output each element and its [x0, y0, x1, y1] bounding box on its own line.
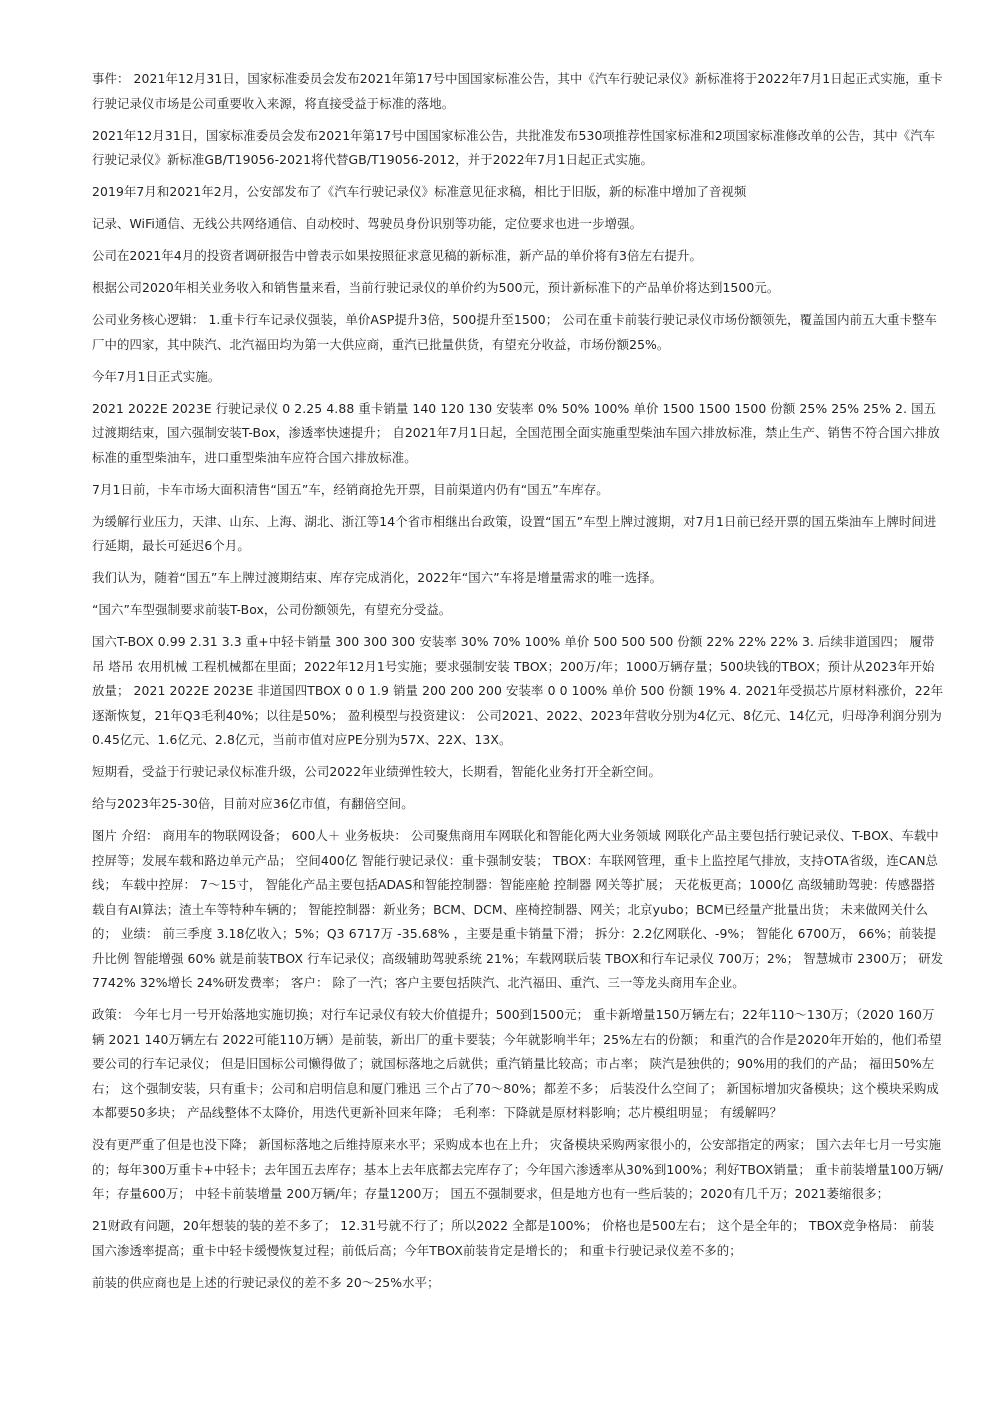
paragraph-guoliu-demand: 我们认为，随着“国五”车上牌过渡期结束、库存完成消化，2022年“国六”车将是增量需求的唯一选择。: [92, 570, 663, 585]
paragraph-implementation-date: 今年7月1日正式实施。: [92, 368, 221, 384]
paragraph-draft-release: 2019年7月和2021年2月，公安部发布了《汽车行驶记录仪》标准意见征求稿，相比于旧版，新的标准中增加了音视频: [92, 184, 747, 199]
paragraph-market-status: 没有更严重了但是也没下降； 新国标落地之后维持原来水平；采购成本也在上升； 灾备模块采购两家很小的，公安部指定的两家； 国六去年七月一号实施的；每年300万重卡+中轻卡；去年国五去库存；基本上去年底都去完库存了；今年国六渗透率从30%到100%；利好TBOX销量； 重卡前装增量100万辆/年；存量600万； 中轻卡前装增量 200万辆/年；存量1200万； 国五不强制要求，但是地方也有一些后装的；2020有几千万；2021萎缩很多；: [92, 1137, 944, 1201]
paragraph-suppliers: 前装的供应商也是上述的行驶记录仪的差不多 20～25%水平；: [92, 1274, 440, 1290]
paragraph-event: 事件： 2021年12月31日，国家标准委员会发布2021年第17号中国国家标准公告，其中《汽车行驶记录仪》新标准将于2022年7月1日起正式实施，重卡行驶记录仪市场是公司重要收入来源，将直接受益于标准的落地。: [92, 71, 943, 111]
paragraph-tbox-requirement: “国六”车型强制要求前装T-Box，公司份额领先，有望充分受益。: [92, 602, 452, 617]
paragraph-tbox-forecast: 国六T-BOX 0.99 2.31 3.3 重+中轻卡销量 300 300 300 安装率 30% 70% 100% 单价 500 500 500 份额 22% 22% 22% 3. 后续非道国四； 履带吊 塔吊 农用机械 工程机械都在里面；2022年12月1号实施；要求强制安装 TBOX；200万/年；1000万辆存量；500块钱的TBOX；预计从2023年开始放量； 2021 2022E 2023E 非道国四TBOX 0 0 1.9 销量 200 200 200 安装率 0 0 100% 单价 500 份额 19% 4. 2021年受损芯片原材料涨价，22年逐渐恢复，21年Q3毛利40%；以往是50%； 盈利模型与投资建议： 公司2021、2022、2023年营收分别为4亿元、8亿元、14亿元，归母净利润分别为0.45亿元、1.6亿元、2.8亿元，当前市值对应PE分别为57X、22X、13X。: [92, 634, 944, 747]
paragraph-tbox-competition: 21财政有问题，20年想装的装的差不多了； 12.31号就不行了；所以2022 全都是100%； 价格也是500左右； 这个是全年的； TBOX竞争格局： 前装国六渗透率提高；重卡中轻卡缓慢恢复过程；前低后高；今年TBOX前装肯定是增长的； 和重卡行驶记录仪差不多的；: [92, 1218, 935, 1258]
paragraph-recorder-forecast: 2021 2022E 2023E 行驶记录仪 0 2.25 4.88 重卡销量 140 120 130 安装率 0% 50% 100% 单价 1500 1500 1500 份额 25% 25% 25% 2. 国五过渡期结束，国六强制安装T-Box，渗透率快速提升； 自2021年7月1日起，全国范围全面实施重型柴油车国六排放标准，禁止生产、销售不符合国六排放标准的重型柴油车，进口重型柴油车应符合国六排放标准。: [92, 400, 940, 465]
paragraph-short-long-term: 短期看，受益于行驶记录仪标准升级，公司2022年业绩弹性较大，长期看，智能化业务打开全新空间。: [92, 764, 662, 779]
paragraph-new-functions: 记录、WiFi通信、无线公共网络通信、自动校时、驾驶员身份识别等功能，定位要求也进一步增强。: [92, 216, 643, 231]
paragraph-policy: 政策： 今年七月一号开始落地实施切换；对行车记录仪有较大价值提升；500到1500元； 重卡新增量150万辆左右；22年110～130万；（2020 160万辆 2021 140万辆左右 2022可能110万辆）是前装，新出厂的重卡要装；今年就影响半年；25%左右的份额； 和重汽的合作是2020年开始的，他们希望要公司的行车记录仪； 但是旧国标公司懒得做了；就国标落地之后就供；重汽销量比较高；市占率； 陕汽是独供的；90%用的我们的产品； 福田50%左右； 这个强制安装，只有重卡；公司和启明信息和厦门雅迅 三个占了70～80%；都差不多； 后装没什么空间了； 新国标增加灾备模块；这个模块采购成本都要50多块； 产品线整体不太降价，用迭代更新补回来年降； 毛利率：下降就是原材料影响；芯片模组明显； 有缓解吗？: [92, 1007, 942, 1120]
paragraph-price-increase: 公司在2021年4月的投资者调研报告中曾表示如果按照征求意见稿的新标准，新产品的单价将有3倍左右提升。: [92, 248, 702, 263]
paragraph-standard-announcement: 2021年12月31日，国家标准委员会发布2021年第17号中国国家标准公告，共批准发布530项推荐性国家标准和2项国家标准修改单的公告，其中《汽车行驶记录仪》新标准GB/T19056-2021将代替GB/T19056-2012，并于2022年7月1日起正式实施。: [92, 127, 936, 167]
paragraph-unit-price: 根据公司2020年相关业务收入和销售量来看，当前行驶记录仪的单价约为500元，预计新标准下的产品单价将达到1500元。: [92, 280, 780, 295]
paragraph-guowu-clearance: 7月1日前，卡车市场大面积清售“国五”车，经销商抢先开票，目前渠道内仍有“国五”车库存。: [92, 481, 609, 497]
paragraph-core-logic: 公司业务核心逻辑： 1.重卡行车记录仪强装，单价ASP提升3倍，500提升至1500； 公司在重卡前装行驶记录仪市场份额领先，覆盖国内前五大重卡整车厂中的四家，其中陕汽、北汽福田均为第一大供应商，重汽已批量供货，有望充分收益，市场份额25%。: [92, 312, 938, 352]
paragraph-valuation: 给与2023年25-30倍，目前对应36亿市值，有翻倍空间。: [92, 796, 414, 811]
paragraph-transition-policy: 为缓解行业压力，天津、山东、上海、湖北、浙江等14个省市相继出台政策，设置“国五”车型上牌过渡期，对7月1日前已经开票的国五柴油车上牌时间进行延期，最长可延迟6个月。: [92, 513, 937, 553]
document-body: [92, 67, 946, 1303]
paragraph-company-intro: 图片 介绍： 商用车的物联网设备； 600人＋ 业务板块： 公司聚焦商用车网联化和智能化两大业务领域 网联化产品主要包括行驶记录仪、T-BOX、车载中控屏等；发展车载和路边单元产品； 空间400亿 智能行驶记录仪：重卡强制安装； TBOX：车联网管理，重卡上监控尾气排放，支持OTA省级，连CAN总线； 车载中控屏： 7～15寸， 智能化产品主要包括ADAS和智能控制器：智能座舱 控制器 网关等扩展； 天花板更高；1000亿 高级辅助驾驶：传感器搭载自有AI算法；渣土车等特种车辆的； 智能控制器：新业务；BCM、DCM、座椅控制器、网关；北京yubo；BCM已经量产批量出货； 未来做网关什么的； 业绩： 前三季度 3.18亿收入；5%；Q3 6717万 -35.68% ，主要是重卡销量下滑； 拆分：2.2亿网联化、-9%； 智能化 6700万， 66%；前装提升比例 智能增强 60% 就是前装TBOX 行车记录仪；高级辅助驾驶系统 21%；车载网联后装 TBOX和行车记录仪 700万；2%； 智慧城市 2300万； 研发 7742% 32%增长 24%研发费率； 客户： 除了一汽；客户主要包括陕汽、北汽福田、重汽、三一等龙头商用车企业。: [92, 828, 944, 990]
